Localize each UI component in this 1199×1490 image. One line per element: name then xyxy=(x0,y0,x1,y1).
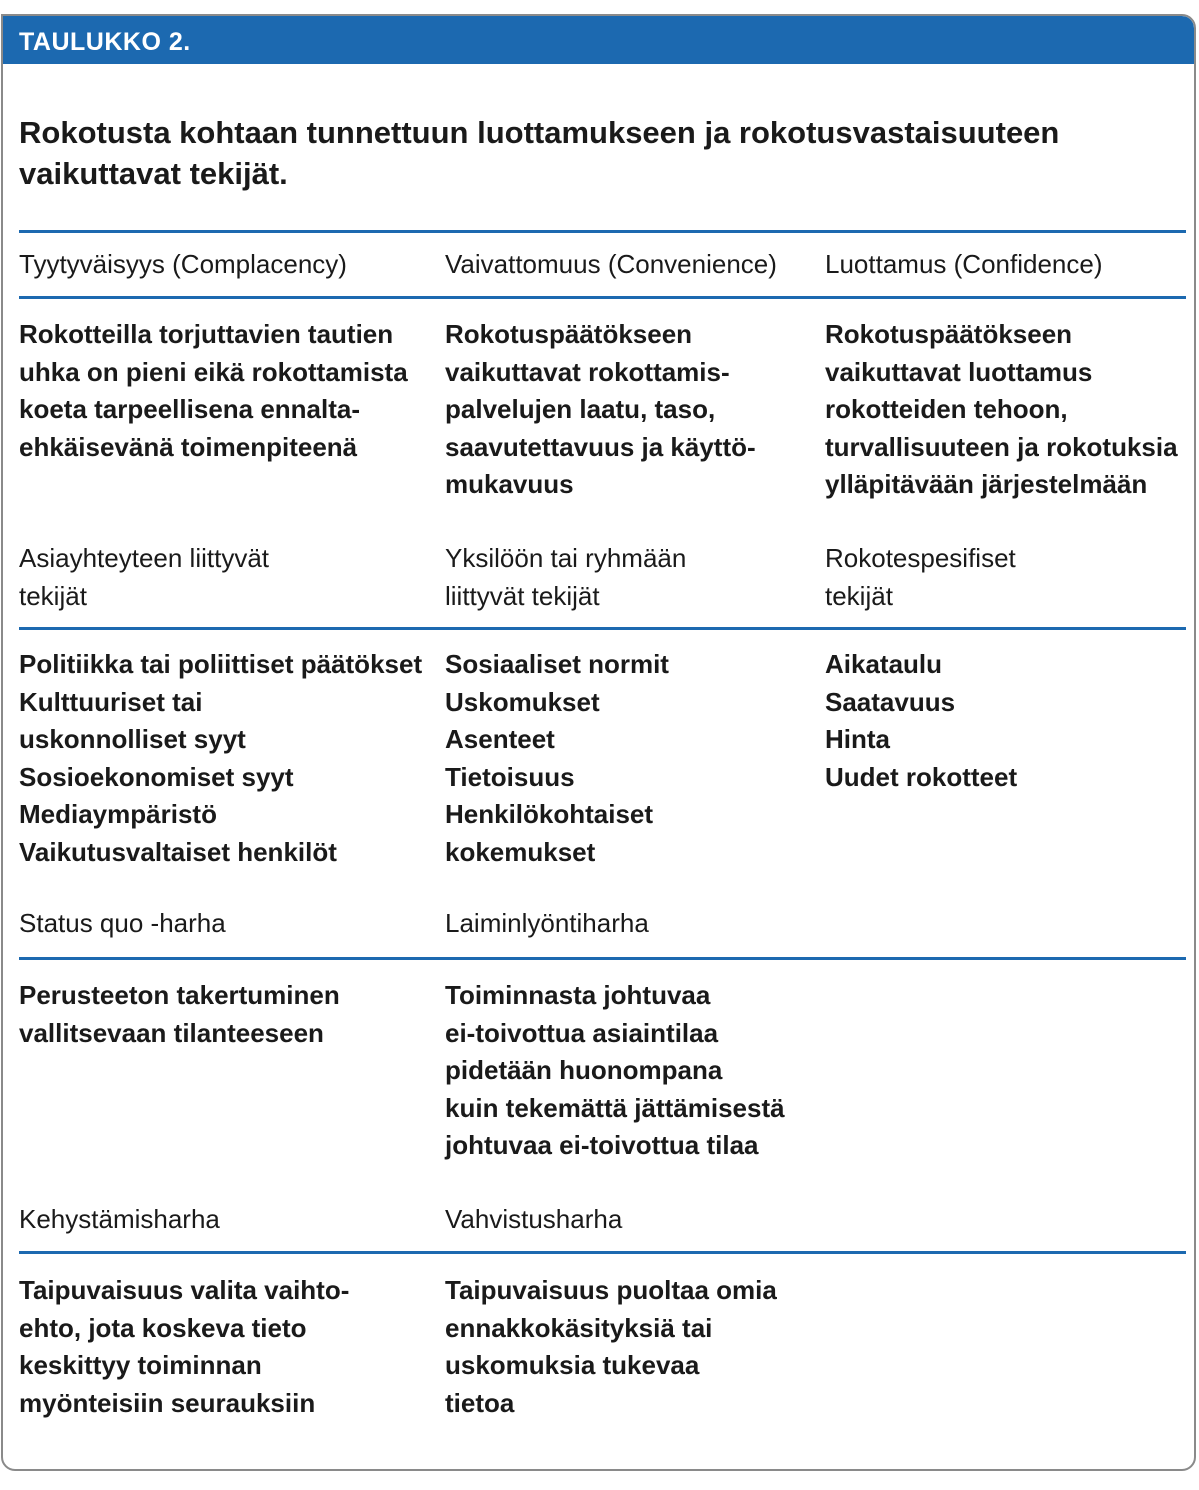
divider-section-2 xyxy=(19,957,1186,960)
table-number-label: TAULUKKO 2. xyxy=(19,28,191,56)
description-convenience: Rokotuspäätökseen vaikuttavat rokottamis- palvelujen laatu, taso, saavutettavuus ja käyttö- mukavuus xyxy=(445,319,756,499)
divider-top xyxy=(19,230,1186,233)
description-framing-bias: Taipuvaisuus valita vaihto- ehto, jota koskeva tieto keskittyy toiminnan myönteisiin seurauksiin xyxy=(19,1275,350,1418)
description-omission-bias: Toiminnasta johtuvaa ei-toivottua asiaintilaa pidetään huonompana kuin tekemättä jättämisestä johtuvaa ei-toivottua tilaa xyxy=(445,980,785,1160)
column-header-confidence: Luottamus (Confidence) xyxy=(825,249,1103,279)
divider-section-1 xyxy=(19,627,1186,630)
items-vaccine-specific-factors: Aikataulu Saatavuus Hinta Uudet rokotteet xyxy=(825,649,1018,792)
column-header-complacency: Tyytyväisyys (Complacency) xyxy=(19,249,347,279)
description-confirmation-bias: Taipuvaisuus puoltaa omia ennakkokäsityksiä tai uskomuksia tukevaa tietoa xyxy=(445,1275,777,1418)
items-individual-factors: Sosiaaliset normit Uskomukset Asenteet Tietoisuus Henkilökohtaiset kokemukset xyxy=(445,649,669,867)
table-card xyxy=(1,14,1196,1471)
heading-confirmation-bias: Vahvistusharha xyxy=(445,1204,623,1234)
heading-omission-bias: Laiminlyöntiharha xyxy=(445,908,649,938)
column-header-convenience: Vaivattomuus (Convenience) xyxy=(445,249,777,279)
table-header-bar xyxy=(3,16,1194,64)
table-title: Rokotusta kohtaan tunnettuun luottamukseen ja rokotusvastaisuuteen vaikuttavat tekijät. xyxy=(19,115,1060,191)
items-contextual-factors: Politiikka tai poliittiset päätökset Kulttuuriset tai uskonnolliset syyt Sosioekonomiset syyt Mediaympäristö Vaikutusvaltaiset henkilöt xyxy=(19,649,423,867)
divider-section-3 xyxy=(19,1251,1186,1254)
heading-vaccine-specific-factors: Rokotespesifiset tekijät xyxy=(825,543,1016,611)
description-complacency: Rokotteilla torjuttavien tautien uhka on pieni eikä rokottamista koeta tarpeellisena ennalta- ehkäisevänä toimenpiteenä xyxy=(19,319,408,462)
heading-framing-bias: Kehystämisharha xyxy=(19,1204,220,1234)
heading-status-quo-bias: Status quo -harha xyxy=(19,908,226,938)
heading-contextual-factors: Asiayhteyteen liittyvät tekijät xyxy=(19,543,270,611)
description-status-quo-bias: Perusteeton takertuminen vallitsevaan tilanteeseen xyxy=(19,980,340,1048)
description-confidence: Rokotuspäätökseen vaikuttavat luottamus rokotteiden tehoon, turvallisuuteen ja rokotuksia ylläpitävään järjestelmään xyxy=(825,319,1178,499)
divider-after-headers xyxy=(19,296,1186,299)
heading-individual-factors: Yksilöön tai ryhmään liittyvät tekijät xyxy=(445,543,687,611)
